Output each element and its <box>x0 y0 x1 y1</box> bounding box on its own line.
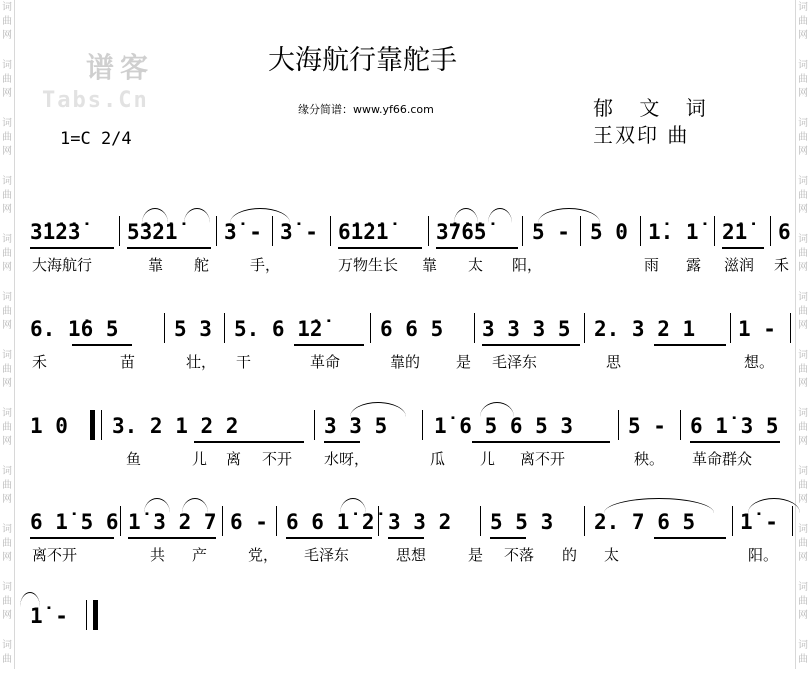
watermark-glyph: 词 <box>798 408 808 419</box>
measure: 5 0 <box>590 220 628 244</box>
watermark-glyph: 词 <box>2 234 12 245</box>
lyric: 靠 <box>148 256 164 274</box>
lyric: 思想 <box>396 546 427 564</box>
barline <box>370 313 371 343</box>
beam-underline <box>690 441 780 443</box>
slur <box>184 208 210 223</box>
watermark-glyph: 网 <box>2 204 12 215</box>
lyric: 革命群众 <box>692 450 753 468</box>
watermark-glyph: 网 <box>798 494 808 505</box>
watermark-glyph: 词 <box>2 582 12 593</box>
watermark-glyph: 曲 <box>2 306 12 317</box>
measure: 5 - <box>628 414 666 438</box>
watermark-glyph: 网 <box>2 262 12 273</box>
barline <box>119 216 120 246</box>
measure: 3̇ - <box>280 220 318 244</box>
lyric: 舵 <box>194 256 210 274</box>
watermark-glyph: 网 <box>2 320 12 331</box>
beam-underline <box>294 344 364 346</box>
measure: 5 5 3 <box>490 510 554 534</box>
watermark-glyph: 曲 <box>2 248 12 259</box>
measure: 3̇ - <box>224 220 262 244</box>
measure: 5 - <box>532 220 570 244</box>
lyric: 思 <box>606 353 622 371</box>
watermark-glyph: 词 <box>2 60 12 71</box>
barline <box>224 313 225 343</box>
lyric: 革命 <box>310 353 341 371</box>
lyric: 壮， <box>186 353 217 371</box>
lyric: 儿 <box>480 450 496 468</box>
measure: 6 6 5 <box>380 317 444 341</box>
barline <box>216 216 217 246</box>
barline <box>222 506 223 536</box>
watermark-glyph: 网 <box>798 30 808 41</box>
barline <box>584 313 585 343</box>
lyric: 太 <box>468 256 484 274</box>
lyric: 想。 <box>744 353 775 371</box>
lyric: 离不开 <box>520 450 566 468</box>
watermark-glyph: 网 <box>798 204 808 215</box>
final-barline <box>86 600 98 630</box>
watermark-glyph: 词 <box>2 408 12 419</box>
watermark-glyph: 词 <box>2 118 12 129</box>
measure: 1̇ - <box>740 510 778 534</box>
watermark-glyph: 词 <box>798 176 808 187</box>
watermark-glyph: 词 <box>2 2 12 13</box>
song-title: 大海航行靠舵手 <box>268 45 457 76</box>
measure: 6 1̇ 5 6 <box>30 510 119 534</box>
lyric: 太 <box>604 546 620 564</box>
lyric: 离 <box>226 450 242 468</box>
watermark-glyph: 曲 <box>798 190 808 201</box>
measure: 6 - <box>230 510 268 534</box>
watermark-glyph: 网 <box>2 552 12 563</box>
measure: 3̇1̇2̇3̇ <box>30 220 81 244</box>
lyric: 共 <box>150 546 166 564</box>
measure: 6 <box>778 220 791 244</box>
measure: 3̇7̇6̇5̇ <box>436 220 487 244</box>
barline <box>640 216 641 246</box>
barline <box>378 506 379 536</box>
lyric: 手， <box>250 256 281 274</box>
measure: 1̇ 3 2 7 <box>128 510 217 534</box>
lyric: 雨 <box>644 256 660 274</box>
watermark-glyph: 词 <box>2 292 12 303</box>
watermark-glyph: 词 <box>798 640 808 651</box>
barline <box>120 506 121 536</box>
lyric: 大海航行 <box>32 256 93 274</box>
barline <box>330 216 331 246</box>
tie <box>538 208 600 223</box>
watermark-glyph: 词 <box>798 350 808 361</box>
repeat-start-barline <box>90 410 102 440</box>
measure: 2. 3 2 1 <box>594 317 696 341</box>
score-line-3 <box>14 410 796 502</box>
barline <box>474 313 475 343</box>
beam-underline <box>654 537 726 539</box>
lyric: 毛泽东 <box>304 546 350 564</box>
watermark-glyph: 网 <box>798 552 808 563</box>
lyric: 产 <box>192 546 208 564</box>
watermark-glyph: 词 <box>798 60 808 71</box>
measure: 3 3 3 5 <box>482 317 571 341</box>
measure: 5̇3̇2̇1̇ <box>127 220 178 244</box>
barline <box>314 410 315 440</box>
watermark-glyph: 曲 <box>2 364 12 375</box>
beam-underline <box>127 247 211 249</box>
watermark-glyph: 网 <box>2 436 12 447</box>
beam-underline <box>490 537 526 539</box>
watermark-glyph: 曲 <box>798 654 808 665</box>
watermark-glyph: 曲 <box>798 538 808 549</box>
measure: 5 3 <box>174 317 212 341</box>
score-line-2 <box>14 313 796 405</box>
beam-underline <box>324 441 360 443</box>
lyric: 是 <box>468 546 484 564</box>
watermark-glyph: 曲 <box>2 190 12 201</box>
barline <box>730 313 731 343</box>
beam-underline <box>30 537 114 539</box>
beam-underline <box>194 441 304 443</box>
measure: 2. 7 6 5 <box>594 510 696 534</box>
watermark-glyph: 曲 <box>798 364 808 375</box>
watermark-glyph: 曲 <box>798 16 808 27</box>
key-signature: 1=C 2/4 <box>60 129 132 149</box>
right-watermark-strip <box>795 0 810 669</box>
watermark-glyph: 网 <box>2 30 12 41</box>
lyric: 是 <box>456 353 472 371</box>
barline <box>522 216 523 246</box>
beam-underline <box>436 247 518 249</box>
slur <box>488 208 512 223</box>
watermark-glyph: 曲 <box>798 422 808 433</box>
lyric: 不开 <box>262 450 293 468</box>
measure: 1̇ - <box>30 604 68 628</box>
measure: 3. 2 1 2 2 <box>112 414 239 438</box>
lyric: 秧。 <box>634 450 665 468</box>
source-link[interactable]: 缘分简谱：www.yf66.com <box>298 103 434 116</box>
barline <box>714 216 715 246</box>
watermark-glyph: 词 <box>798 524 808 535</box>
watermark-glyph: 网 <box>2 378 12 389</box>
lyric: 靠的 <box>390 353 421 371</box>
lyric: 干 <box>236 353 252 371</box>
watermark-glyph: 网 <box>798 88 808 99</box>
beam-underline <box>472 441 610 443</box>
watermark-glyph: 词 <box>798 292 808 303</box>
watermark-glyph: 曲 <box>798 74 808 85</box>
lyric: 离不开 <box>32 546 78 564</box>
watermark-glyph: 曲 <box>2 16 12 27</box>
beam-underline <box>722 247 764 249</box>
measure: 6. 1̇6 5 <box>30 317 119 341</box>
slur <box>454 208 478 223</box>
measure: 3 3 5 <box>324 414 388 438</box>
measure: 1 - <box>738 317 776 341</box>
beam-underline <box>482 344 580 346</box>
barline <box>680 410 681 440</box>
barline <box>422 410 423 440</box>
slur <box>142 208 168 223</box>
watermark-glyph: 网 <box>798 146 808 157</box>
watermark-glyph: 网 <box>798 378 808 389</box>
measure: 2̇1̇ <box>722 220 748 244</box>
barline <box>276 506 277 536</box>
lyric: 万物生长 <box>338 256 399 274</box>
measure: 1̇ 6 5 6 5 3 <box>434 414 574 438</box>
watermark-glyph: 词 <box>798 234 808 245</box>
measure: 1 0 <box>30 414 68 438</box>
barline <box>790 313 791 343</box>
watermark-glyph: 曲 <box>2 480 12 491</box>
watermark-glyph: 曲 <box>798 132 808 143</box>
beam-underline <box>128 537 216 539</box>
beam-underline <box>654 344 726 346</box>
measure: 5. 6 1̇2̇ <box>234 317 323 341</box>
barline <box>164 313 165 343</box>
measure: 6̇1̇2̇1̇ <box>338 220 389 244</box>
measure: 3 3 2 <box>388 510 452 534</box>
watermark-glyph: 网 <box>2 494 12 505</box>
measure: 6 6 1̇ 2̇ <box>286 510 375 534</box>
lyric: 的 <box>562 546 578 564</box>
beam-underline <box>286 537 372 539</box>
watermark-glyph: 曲 <box>798 596 808 607</box>
watermark-glyph: 曲 <box>2 74 12 85</box>
lyric: 禾 <box>774 256 790 274</box>
watermark-glyph: 词 <box>2 176 12 187</box>
watermark-glyph: 词 <box>798 118 808 129</box>
lyric: 儿 <box>192 450 208 468</box>
watermark-glyph: 网 <box>2 88 12 99</box>
beam-underline <box>30 247 114 249</box>
watermark-glyph: 曲 <box>2 596 12 607</box>
watermark-glyph: 曲 <box>798 248 808 259</box>
watermark-glyph: 曲 <box>2 422 12 433</box>
watermark-glyph: 词 <box>2 640 12 651</box>
watermark-glyph: 词 <box>2 466 12 477</box>
watermark-glyph: 网 <box>798 436 808 447</box>
watermark-glyph: 词 <box>798 582 808 593</box>
watermark-glyph: 词 <box>798 2 808 13</box>
barline <box>732 506 733 536</box>
barline <box>480 506 481 536</box>
tie <box>230 208 290 223</box>
lyric: 鱼 <box>126 450 142 468</box>
watermark-glyph: 网 <box>2 610 12 621</box>
lyric: 水呀， <box>324 450 370 468</box>
beam-underline <box>338 247 422 249</box>
beam-underline <box>72 344 132 346</box>
lyric: 阳。 <box>748 546 779 564</box>
score-line-4 <box>14 506 796 598</box>
watermark-glyph: 网 <box>2 146 12 157</box>
barline <box>770 216 771 246</box>
lyric: 阳， <box>512 256 543 274</box>
lyricist-credit: 郁 文 词 <box>593 96 716 120</box>
watermark-glyph: 曲 <box>2 132 12 143</box>
lyric: 不落 <box>504 546 535 564</box>
watermark-glyph: 词 <box>2 350 12 361</box>
watermark-glyph: 曲 <box>798 306 808 317</box>
barline <box>618 410 619 440</box>
watermark-glyph: 曲 <box>2 538 12 549</box>
lyric: 露 <box>686 256 702 274</box>
beam-underline <box>388 537 424 539</box>
watermark-glyph: 曲 <box>798 480 808 491</box>
lyric: 毛泽东 <box>492 353 538 371</box>
watermark-glyph: 曲 <box>2 654 12 665</box>
measure: 6 1̇ 3 5 <box>690 414 779 438</box>
watermark-logo-english: Tabs.Cn <box>42 88 149 113</box>
lyric: 禾 <box>32 353 48 371</box>
watermark-logo-chinese: 谱客 <box>86 51 155 84</box>
measure: 1̇. 1̇ <box>648 220 699 244</box>
watermark-glyph: 网 <box>798 610 808 621</box>
barline <box>428 216 429 246</box>
score-line-1 <box>14 216 796 308</box>
score-line-5 <box>14 600 796 692</box>
lyric: 瓜 <box>430 450 446 468</box>
barline <box>584 506 585 536</box>
composer-credit: 王双印 曲 <box>593 123 690 147</box>
watermark-glyph: 词 <box>2 524 12 535</box>
lyric: 苗 <box>120 353 136 371</box>
lyric: 靠 <box>422 256 438 274</box>
watermark-glyph: 词 <box>798 466 808 477</box>
lyric: 滋润 <box>724 256 755 274</box>
left-watermark-strip <box>0 0 15 669</box>
watermark-glyph: 网 <box>798 262 808 273</box>
watermark-glyph: 网 <box>798 320 808 331</box>
lyric: 党， <box>248 546 279 564</box>
